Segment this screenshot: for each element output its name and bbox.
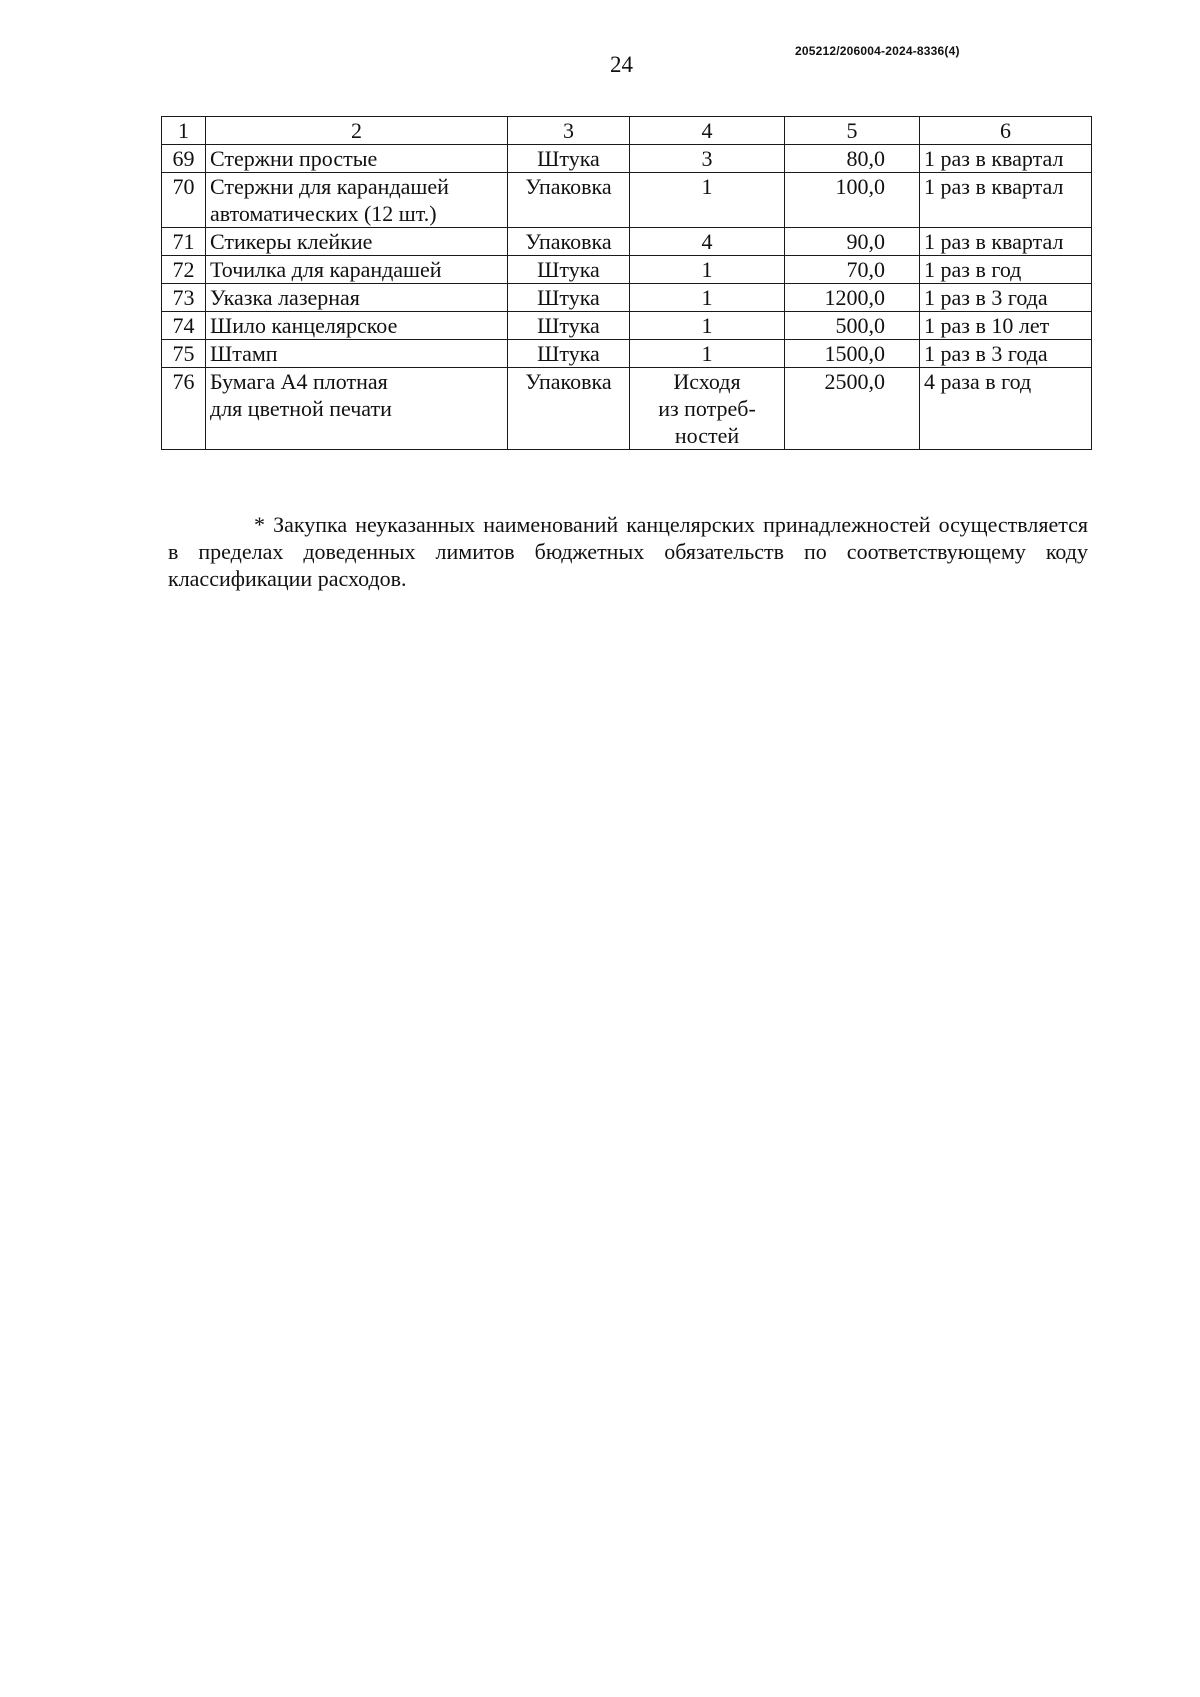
item-price: 2500,0 [785, 368, 920, 450]
item-period: 4 раза в год [920, 368, 1092, 450]
item-period: 1 раз в 3 года [920, 340, 1092, 368]
table-row [162, 368, 1092, 450]
column-number: 4 [630, 117, 785, 145]
row-number: 74 [162, 312, 206, 340]
item-period: 1 раз в квартал [920, 228, 1092, 256]
row-number: 71 [162, 228, 206, 256]
item-name: Стержни простые [206, 145, 508, 173]
item-unit: Штука [508, 284, 630, 312]
column-number: 3 [508, 117, 630, 145]
item-price: 100,0 [785, 173, 920, 228]
table-row [162, 284, 1092, 312]
column-number: 2 [206, 117, 508, 145]
item-quantity: 1 [630, 256, 785, 284]
items-table [161, 116, 1092, 450]
item-unit: Упаковка [508, 368, 630, 450]
page-number: 24 [610, 52, 633, 77]
table-row [162, 228, 1092, 256]
footnote-text: * Закупка неуказанных наименований канцелярских принадлежностей осуществляется в пределах доведенных лимитов бюджетных обязательств по соответствующему коду классификации расходов. [168, 512, 1088, 591]
item-quantity: 1 [630, 340, 785, 368]
row-number: 72 [162, 256, 206, 284]
item-name: Указка лазерная [206, 284, 508, 312]
item-name: Бумага А4 плотная для цветной печати [206, 368, 508, 450]
document-id: 205212/206004-2024-8336(4) [795, 44, 960, 58]
item-name: Точилка для карандашей [206, 256, 508, 284]
item-price: 500,0 [785, 312, 920, 340]
item-period: 1 раз в квартал [920, 173, 1092, 228]
item-period: 1 раз в квартал [920, 145, 1092, 173]
item-quantity: 1 [630, 312, 785, 340]
item-quantity: 1 [630, 173, 785, 228]
item-period: 1 раз в 10 лет [920, 312, 1092, 340]
item-unit: Штука [508, 145, 630, 173]
row-number: 73 [162, 284, 206, 312]
item-quantity: 4 [630, 228, 785, 256]
item-price: 80,0 [785, 145, 920, 173]
item-quantity: Исходя из потреб- ностей [630, 368, 785, 450]
table-row [162, 256, 1092, 284]
item-quantity: 1 [630, 284, 785, 312]
column-number: 6 [920, 117, 1092, 145]
table-row [162, 312, 1092, 340]
table-row [162, 173, 1092, 228]
item-unit: Штука [508, 340, 630, 368]
item-price: 70,0 [785, 256, 920, 284]
item-unit: Упаковка [508, 173, 630, 228]
table-row [162, 145, 1092, 173]
column-number-row [162, 117, 1092, 145]
item-unit: Штука [508, 312, 630, 340]
item-unit: Упаковка [508, 228, 630, 256]
table-row [162, 340, 1092, 368]
item-price: 1500,0 [785, 340, 920, 368]
item-period: 1 раз в год [920, 256, 1092, 284]
row-number: 75 [162, 340, 206, 368]
footnote [168, 511, 1088, 592]
item-name: Стикеры клейкие [206, 228, 508, 256]
item-period: 1 раз в 3 года [920, 284, 1092, 312]
row-number: 69 [162, 145, 206, 173]
item-price: 1200,0 [785, 284, 920, 312]
item-name: Штамп [206, 340, 508, 368]
item-name: Шило канцелярское [206, 312, 508, 340]
column-number: 1 [162, 117, 206, 145]
item-name: Стержни для карандашей автоматических (12 шт.) [206, 173, 508, 228]
row-number: 70 [162, 173, 206, 228]
item-unit: Штука [508, 256, 630, 284]
item-price: 90,0 [785, 228, 920, 256]
item-quantity: 3 [630, 145, 785, 173]
row-number: 76 [162, 368, 206, 450]
column-number: 5 [785, 117, 920, 145]
